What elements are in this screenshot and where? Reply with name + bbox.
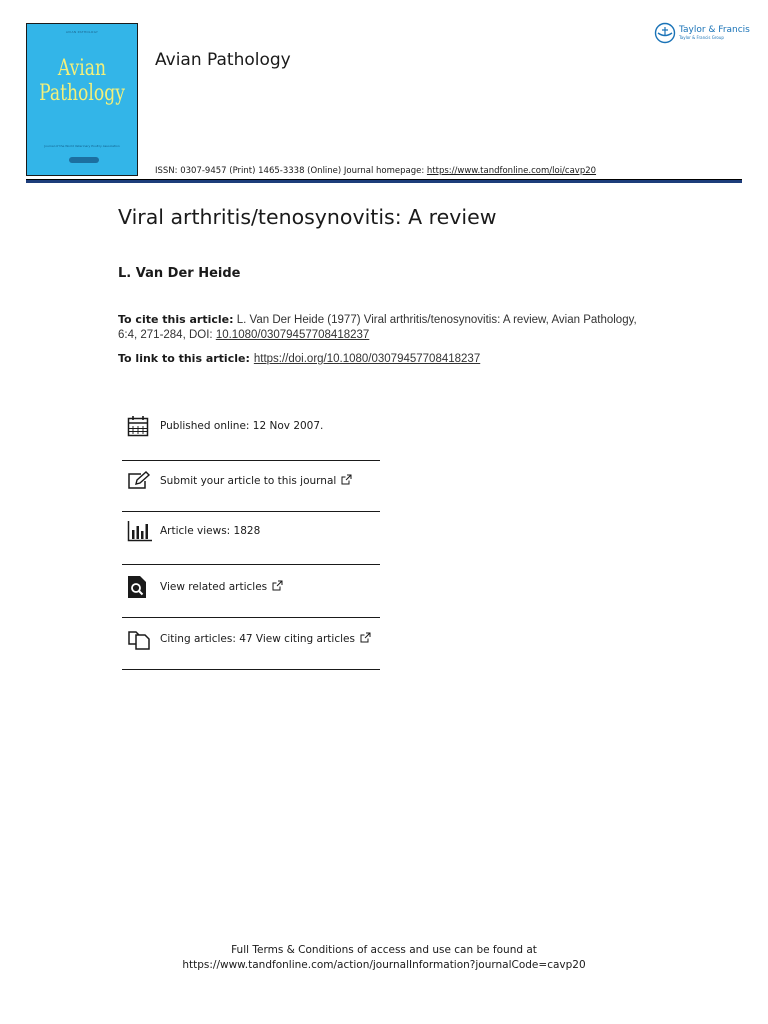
cite-label: To cite this article: (118, 313, 234, 326)
issn-text: ISSN: 0307-9457 (Print) 1465-3338 (Online) Journal homepage: (155, 166, 427, 176)
external-link-icon (360, 632, 371, 646)
publisher-group: Taylor & Francis Group (679, 35, 724, 40)
footer-terms: Full Terms & Conditions of access and use can be found at (231, 944, 537, 956)
publisher-name: Taylor & Francis (679, 25, 750, 35)
cover-title-line1: Avian (57, 56, 107, 81)
divider (122, 669, 380, 670)
cover-top-text: AVIAN PATHOLOGY (65, 30, 99, 34)
cover-publisher-logo (69, 157, 99, 163)
citations-icon (127, 627, 157, 651)
publisher-logo (654, 22, 750, 44)
external-link-icon (341, 474, 352, 488)
journal-title: Avian Pathology (155, 50, 291, 70)
taylor-francis-icon (654, 22, 676, 44)
divider (122, 460, 380, 461)
calendar-icon (127, 414, 157, 438)
cover-subtitle: Journal of the World Veterinary Poultry Association (44, 144, 120, 148)
article-doi-url[interactable]: https://doi.org/10.1080/03079457708418237 (253, 353, 481, 365)
search-document-icon (127, 575, 157, 599)
published-row (122, 414, 380, 438)
divider (122, 617, 380, 618)
external-link-icon (272, 580, 283, 594)
related-articles-link[interactable]: View related articles (160, 581, 268, 593)
cite-text: L. Van Der Heide (1977) Viral arthritis/tenosynovitis: A review, Avian Pathology, 6:4, 271-284, DOI: (118, 314, 637, 341)
footer-url[interactable]: https://www.tandfonline.com/action/journalInformation?journalCode=cavp20 (182, 959, 586, 971)
divider (122, 511, 380, 512)
citing-articles-link[interactable]: Citing articles: 47 View citing articles (160, 633, 355, 645)
journal-cover (26, 23, 138, 176)
article-author: L. Van Der Heide (118, 266, 241, 281)
article-link (118, 352, 480, 365)
cover-title (39, 56, 125, 106)
divider (122, 564, 380, 565)
published-date: Published online: 12 Nov 2007. (160, 420, 324, 432)
bar-chart-icon (127, 519, 157, 543)
journal-homepage-link[interactable]: https://www.tandfonline.com/loi/cavp20 (426, 166, 597, 176)
related-row[interactable] (122, 575, 380, 599)
submit-row[interactable] (122, 469, 380, 493)
doi-link[interactable]: 10.1080/03079457708418237 (215, 329, 370, 341)
submit-article-link[interactable]: Submit your article to this journal (160, 475, 337, 487)
cover-title-line2: Pathology (39, 81, 125, 106)
link-label: To link to this article: (118, 352, 250, 365)
article-views: Article views: 1828 (160, 525, 261, 537)
edit-icon (127, 469, 157, 493)
issn-line (155, 166, 596, 176)
citing-row[interactable] (122, 627, 380, 651)
footer (0, 943, 768, 973)
citation (118, 312, 638, 343)
views-row (122, 519, 380, 543)
article-title: Viral arthritis/tenosynovitis: A review (118, 205, 497, 229)
header-rule (26, 179, 742, 183)
